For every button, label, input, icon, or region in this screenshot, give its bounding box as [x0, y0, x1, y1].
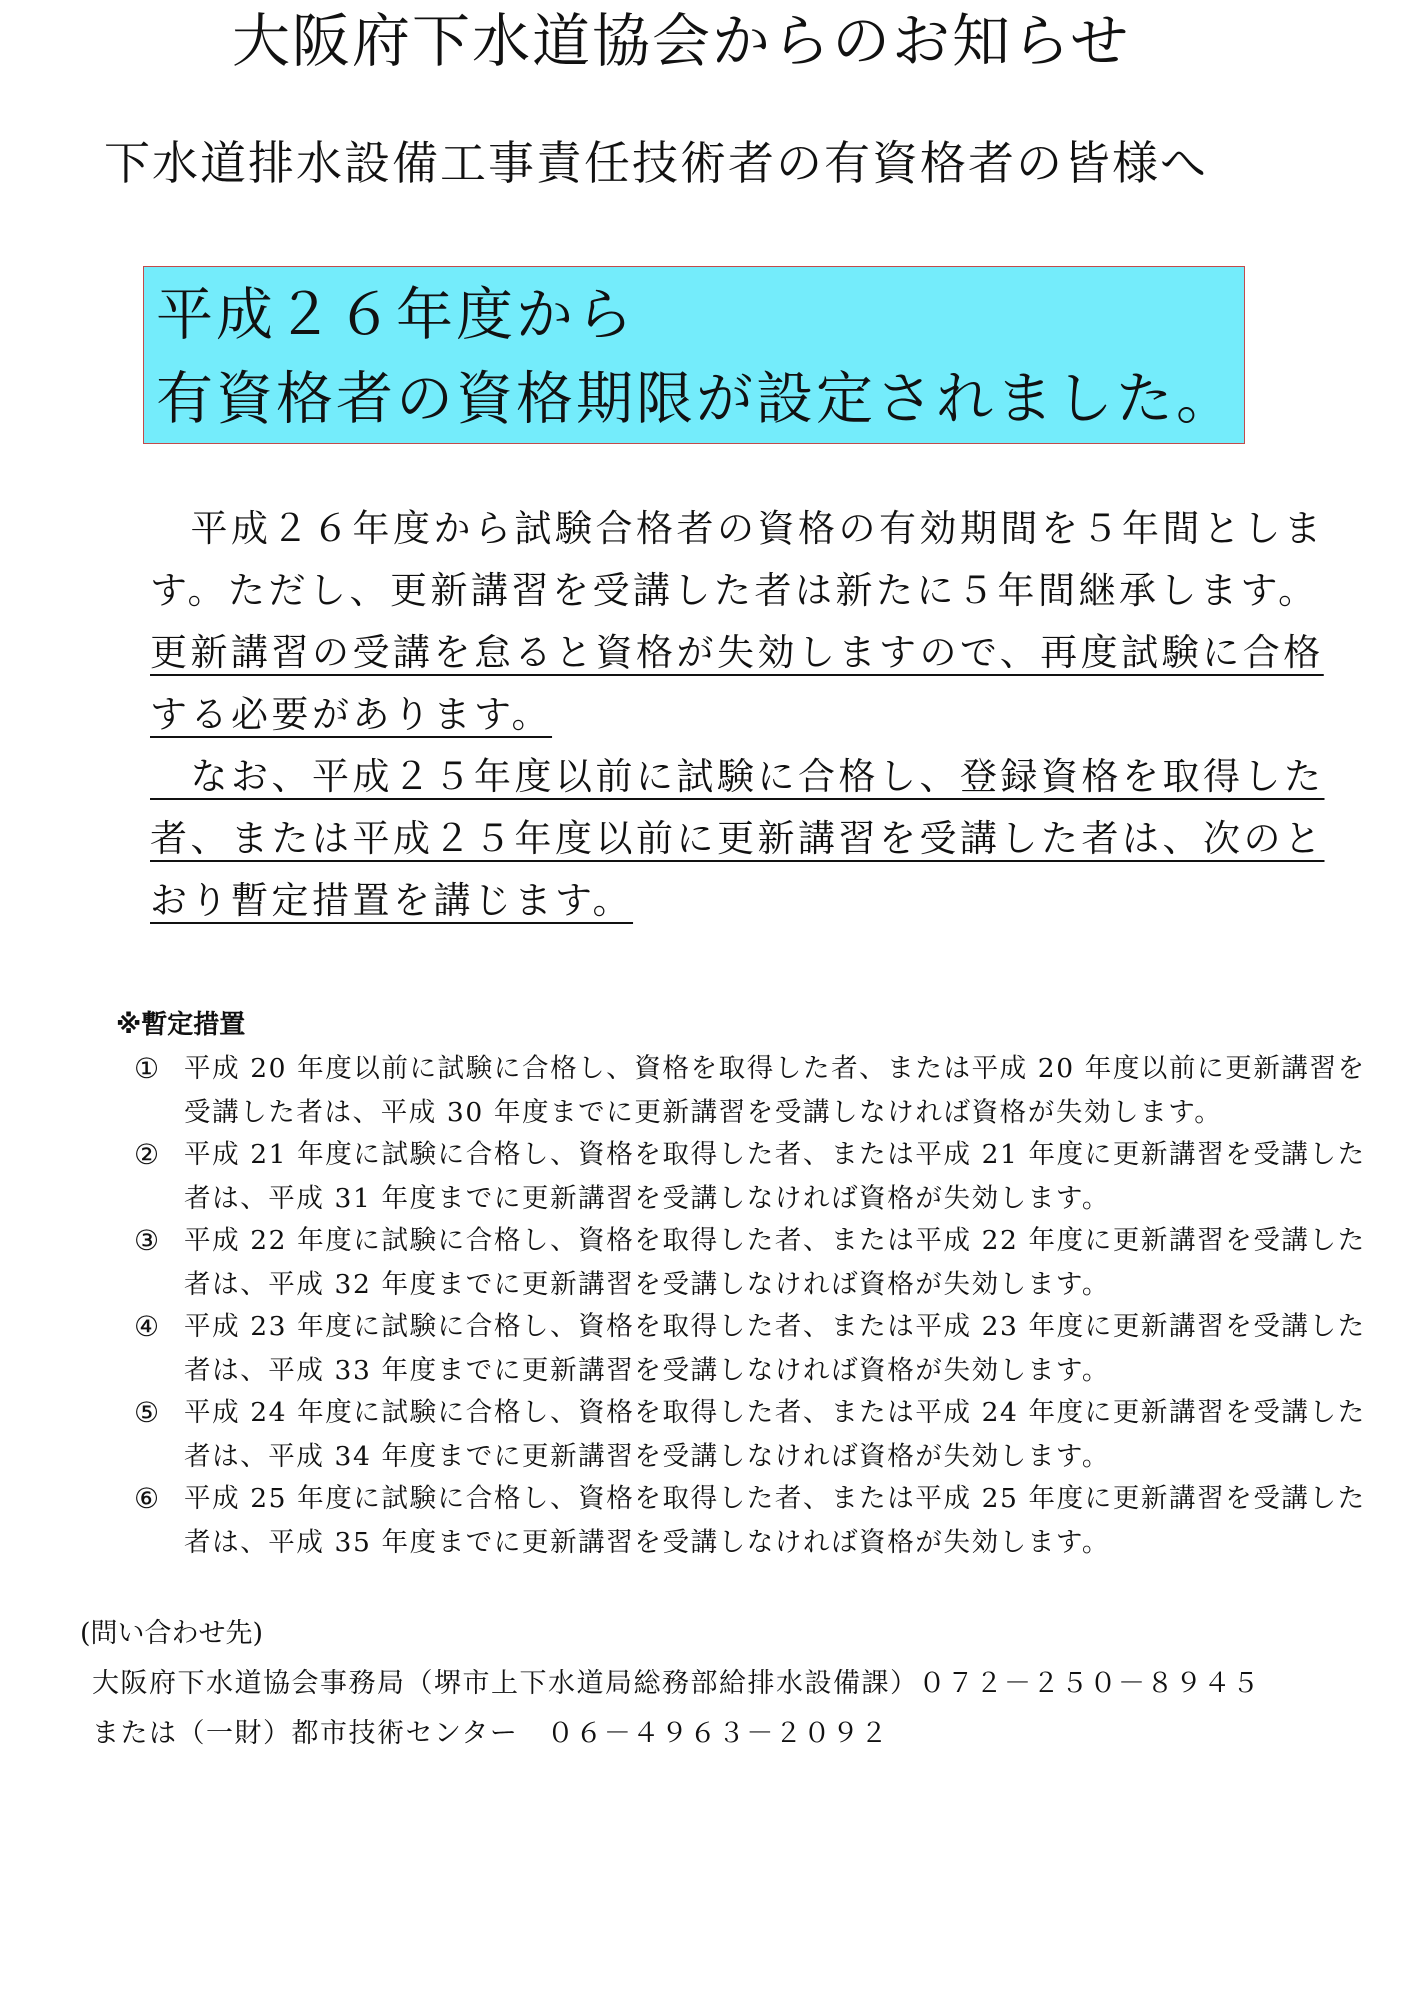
measure-text-line-1: 平成 22 年度に試験に合格し、資格を取得した者、または平成 22 年度に更新講習を受講した — [184, 1225, 1366, 1256]
body-line-underlined: 者、または平成２５年度以前に更新講習を受講した者は、次のと — [150, 817, 1325, 860]
contact-label: (問い合わせ先) — [80, 1618, 264, 1649]
page-subtitle: 下水道排水設備工事責任技術者の有資格者の皆様へ — [104, 136, 1208, 190]
contact-line-1: 大阪府下水道協会事務局（堺市上下水道局総務部給排水設備課）０７２－２５０－８９４５ — [92, 1668, 1261, 1699]
measure-number: ③ — [134, 1224, 161, 1257]
measure-text-line-1: 平成 24 年度に試験に合格し、資格を取得した者、または平成 24 年度に更新講習を受講した — [184, 1397, 1366, 1428]
highlight-notice-box — [143, 266, 1245, 444]
notice-line-2: 有資格者の資格期限が設定されました。 — [156, 366, 1236, 432]
measure-number: ① — [134, 1052, 161, 1085]
measure-number: ⑥ — [134, 1482, 161, 1515]
measure-text-line-1: 平成 25 年度に試験に合格し、資格を取得した者、または平成 25 年度に更新講習を受講した — [184, 1483, 1366, 1514]
measure-text-line-2: 者は、平成 32 年度までに更新講習を受講しなければ資格が失効します。 — [184, 1269, 1110, 1300]
body-line: す。ただし、更新講習を受講した者は新たに５年間継承します。 — [150, 569, 1319, 612]
measure-text-line-2: 者は、平成 34 年度までに更新講習を受講しなければ資格が失効します。 — [184, 1441, 1110, 1472]
body-line-underlined: 更新講習の受講を怠ると資格が失効しますので、再度試験に合格 — [150, 631, 1324, 674]
measure-text-line-2: 者は、平成 33 年度までに更新講習を受講しなければ資格が失効します。 — [184, 1355, 1110, 1386]
measure-number: ⑤ — [134, 1396, 161, 1429]
measure-text-line-2: 者は、平成 35 年度までに更新講習を受講しなければ資格が失効します。 — [184, 1527, 1110, 1558]
measure-text-line-2: 者は、平成 31 年度までに更新講習を受講しなければ資格が失効します。 — [184, 1183, 1110, 1214]
measure-text-line-1: 平成 21 年度に試験に合格し、資格を取得した者、または平成 21 年度に更新講習を受講した — [184, 1139, 1366, 1170]
measure-text-line-2: 受講した者は、平成 30 年度までに更新講習を受講しなければ資格が失効します。 — [184, 1097, 1223, 1128]
body-line: 平成２６年度から試験合格者の資格の有効期間を５年間としま — [150, 507, 1325, 550]
page-title: 大阪府下水道協会からのお知らせ — [232, 7, 1131, 75]
body-line-underlined: おり暫定措置を講じます。 — [150, 879, 634, 922]
measure-text-line-1: 平成 23 年度に試験に合格し、資格を取得した者、または平成 23 年度に更新講習を受講した — [184, 1311, 1366, 1342]
body-line-underlined: なお、平成２５年度以前に試験に合格し、登録資格を取得した — [150, 755, 1325, 798]
contact-line-2: または（一財）都市技術センター ０６－４９６３－２０９２ — [92, 1718, 889, 1749]
measure-number: ② — [134, 1138, 161, 1171]
provisional-measures-title: ※暫定措置 — [116, 1010, 246, 1040]
measure-text-line-1: 平成 20 年度以前に試験に合格し、資格を取得した者、または平成 20 年度以前に更新講習を — [184, 1053, 1366, 1084]
measure-number: ④ — [134, 1310, 161, 1343]
body-line-underlined: する必要があります。 — [150, 693, 553, 736]
notice-line-1: 平成２６年度から — [156, 282, 636, 348]
